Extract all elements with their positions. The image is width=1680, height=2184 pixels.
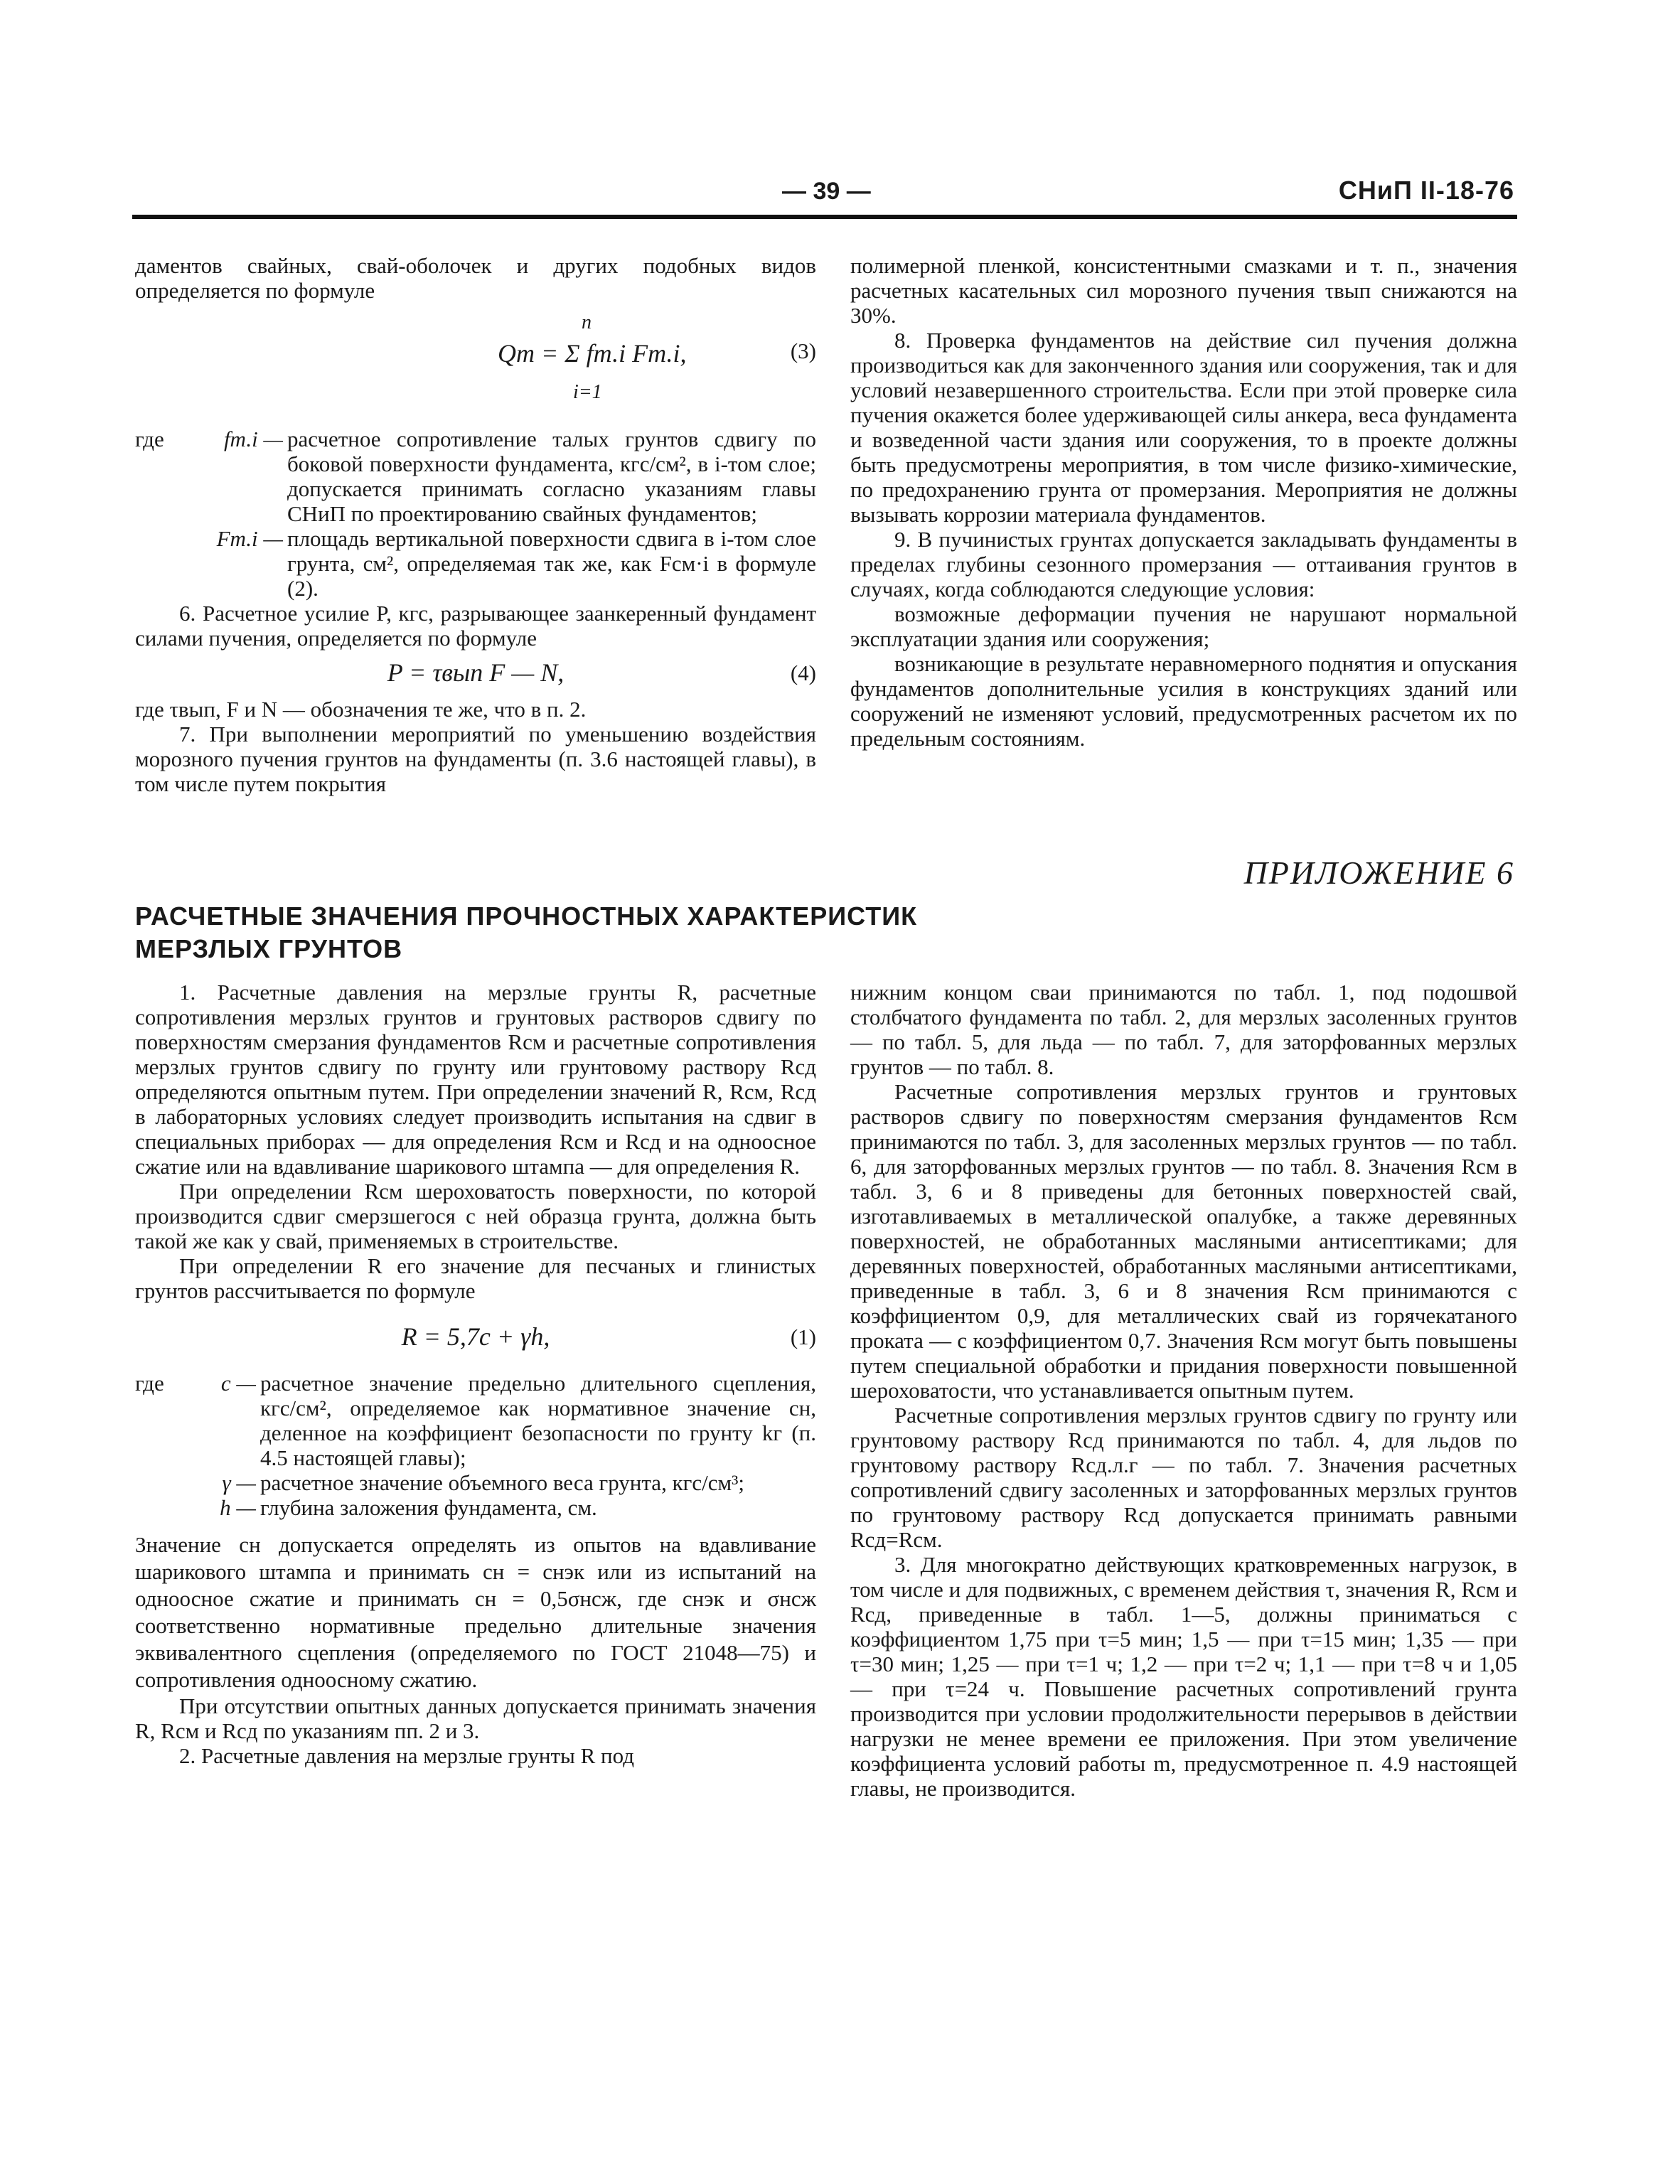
formula-1-body: R = 5,7c + γh, [401, 1322, 550, 1351]
formula-1 [135, 1324, 816, 1349]
header-rule [132, 215, 1517, 219]
paragraph: возможные деформации пучения не нарушают нормальной эксплуатации здания или сооружения; [850, 601, 1517, 651]
paragraph: При определении R его значение для песчаных и глинистых грунтов рассчитывается по формуле [135, 1253, 816, 1303]
paragraph: нижним концом сваи принимаются по табл. 1, под подошвой столбчатого фундамента по табл. 2, для мерзлых засоленных грунтов — по табл. 5, для льда — по табл. 7, для заторфованных мерзлых грунтов — по табл. 8. [850, 980, 1517, 1079]
right-column-bottom [850, 980, 1517, 1801]
paragraph: даментов свайных, свай-оболочек и других подобных видов определяется по формуле [135, 253, 816, 303]
paragraph: Значение cн допускается определять из опытов на вдавливание шарикового штампа и принимать cн = cнэк или из испытаний на одноосное сжатие и принимать cн = 0,5σнсж, где cнэк и σнсж соответственно нормативные предельно длительные значения эквивалентного сцепления (определяемого по ГОСТ 21048—75) и сопротивления одноосному сжатию. [135, 1532, 816, 1692]
paragraph: 3. Для многократно действующих кратковременных нагрузок, в том числе и для подвижных, с временем действия τ, значения R, Rсм и Rсд, приведенные в табл. 1—5, должны приниматься с коэффициентом 1,75 при τ=5 мин; 1,5 — при τ=15 мин; 1,35 — при τ=30 мин; 1,25 — при τ=1 ч; 1,2 — при τ=2 ч; 1,1 — при τ=8 ч и 1,05 — при τ=24 ч. Повышение расчетных сопротивлений грунта производится при условии продолжительности перерывов в действии нагрузки не менее времени ее приложения. При этом увеличение коэффициента условий работы m, предусмотренное п. 4.9 настоящей главы, не производится. [850, 1552, 1517, 1801]
definition-item [209, 1470, 816, 1495]
page-number: — 39 — [782, 178, 871, 205]
definition-text: расчетное значение объемного веса грунта, кгс/см³; [260, 1470, 745, 1495]
paragraph: 9. В пучинистых грунтах допускается закладывать фундаменты в пределах глубины сезонного промерзания — оттаивания грунтов в случаях, когда соблюдаются следующие условия: [850, 527, 1517, 601]
definition-text: расчетное сопротивление талых грунтов сдвигу по боковой поверхности фундамента, кгс/см², в i-том слое; допускается принимать согласно указаниям главы СНиП по проектированию свайных фундаментов; [287, 427, 816, 526]
definition-symbol: γ — [222, 1470, 256, 1495]
paragraph: При отсутствии опытных данных допускается принимать значения R, Rсм и Rсд по указаниям пп. 2 и 3. [135, 1693, 816, 1743]
definition-symbol: c — [220, 1371, 256, 1396]
formula-4 [135, 660, 816, 685]
definition-symbol: Fт.i — [216, 526, 283, 551]
definition-item [209, 1495, 816, 1520]
appendix-label: ПРИЛОЖЕНИЕ 6 [1243, 855, 1514, 891]
definition-list [135, 1371, 816, 1520]
paragraph: 1. Расчетные давления на мерзлые грунты R, расчетные сопротивления мерзлых грунтов и грунтовых растворов сдвигу по поверхностям смерзания фундаментов Rсм и расчетные сопротивления мерзлых грунтов сдвигу по грунту или грунтовому раствору Rсд определяются опытным путем. При определении значений R, Rсм, Rсд в лабораторных условиях следует производить испытания на сдвиг в специальных приборах — для определения Rсм и Rсд и на одноосное сжатие или на вдавливание шарикового штампа — для определения R. [135, 980, 816, 1179]
definition-item [209, 1371, 816, 1470]
definition-list [135, 427, 816, 601]
paragraph: где τвып, F и N — обозначения те же, что в п. 2. [135, 697, 587, 722]
paragraph: Расчетные сопротивления мерзлых грунтов сдвигу по грунту или грунтовому раствору Rсд принимаются по табл. 4, для льдов по грунтовому раствору Rсд.л.г — по табл. 7. Значения расчетных сопротивлений сдвигу засоленных и заторфованных мерзлых грунтов по грунтовому раствору Rсд допускается принимать равными Rсд=Rсм. [850, 1403, 1517, 1552]
formula-3-body: Qт = Σ fт.i Fт.i, [498, 339, 687, 368]
formula-1-number: (1) [790, 1324, 816, 1349]
definition-text: расчетное значение предельно длительного сцепления, кгс/см², определяемое как нормативное значение cн, деленное на коэффициент безопасности по грунту kг (п. 4.5 настоящей главы); [260, 1371, 816, 1470]
definition-item [209, 526, 816, 601]
paragraph: 8. Проверка фундаментов на действие сил пучения должна производиться как для законченного здания или сооружения, так и для условий незавершенного строительства. Если при этой проверке сила пучения окажется более удерживающей силы анкера, веса фундамента и возведенной части здания или сооружения, то в проекте должны быть предусмотрены мероприятия, в том числе физико-химические, по предохранению грунта от промерзания. Мероприятия не должны вызывать коррозии материала фундаментов. [850, 328, 1517, 527]
section-title: РАСЧЕТНЫЕ ЗНАЧЕНИЯ ПРОЧНОСТНЫХ ХАРАКТЕРИСТИК МЕРЗЛЫХ ГРУНТОВ [135, 901, 918, 963]
paragraph: 6. Расчетное усилие P, кгс, разрывающее заанкеренный фундамент силами пучения, определяется по формуле [135, 601, 816, 651]
right-column-top [850, 253, 1517, 751]
paragraph: полимерной пленкой, консистентными смазками и т. п., значения расчетных касательных сил морозного пучения τвып снижаются на 30%. [850, 253, 1517, 328]
formula-3 [135, 310, 816, 417]
where-label: где [135, 427, 164, 451]
where-label: где [135, 1371, 164, 1396]
definition-item [209, 427, 816, 526]
definition-text: площадь вертикальной поверхности сдвига в i-том слое грунта, см², определяемая так же, как Fсм·i в формуле (2). [287, 526, 816, 601]
left-column-bottom [135, 980, 816, 1768]
definition-symbol: fт.i — [223, 427, 283, 451]
definition-text: глубина заложения фундамента, см. [260, 1495, 597, 1520]
definition-symbol: h — [220, 1495, 256, 1520]
formula-4-number: (4) [790, 660, 816, 685]
paragraph: При определении Rсм шероховатость поверхности, по которой производится сдвиг смерзшегося с ней образца грунта, должна быть такой же как у свай, применяемых в строительстве. [135, 1179, 816, 1253]
paragraph: 2. Расчетные давления на мерзлые грунты R под [179, 1743, 634, 1768]
formula-4-body: P = τвып F — N, [387, 658, 565, 687]
formula-3-upper: n [582, 311, 592, 333]
document-code: СНиП II-18-76 [1338, 176, 1514, 205]
paragraph: Расчетные сопротивления мерзлых грунтов и грунтовых растворов сдвигу по поверхностям смерзания фундаментов Rсм принимаются по табл. 3, для засоленных мерзлых грунтов — по табл. 6, для заторфованных мерзлых грунтов — по табл. 8. Значения Rсм в табл. 3, 6 и 8 приведены для бетонных поверхностей свай, изготавливаемых в металлической опалубке, а также деревянных поверхностей, не обработанных масляными антисептиками; для деревянных поверхностей, обработанных масляными антисептиками, приведенные в табл. 3, 6 и 8 значения Rсм принимаются с коэффициентом 0,9, для металлических свай из горячекатаного проката — с коэффициентом 0,7. Значения Rсм могут быть повышены путем специальной обработки и придания поверхности повышенной шероховатости, что устанавливается опытным путем. [850, 1079, 1517, 1403]
formula-3-number: (3) [790, 338, 816, 363]
formula-3-lower: i=1 [573, 381, 602, 403]
left-column-top [135, 253, 816, 796]
paragraph: 7. При выполнении мероприятий по уменьшению воздействия морозного пучения грунтов на фундаменты (п. 3.6 настоящей главы), в том числе путем покрытия [135, 722, 816, 796]
paragraph: возникающие в результате неравномерного поднятия и опускания фундаментов дополнительные усилия в конструкциях зданий или сооружений не изменяют условий, предусмотренных расчетом их по предельным состояниям. [850, 651, 1517, 751]
